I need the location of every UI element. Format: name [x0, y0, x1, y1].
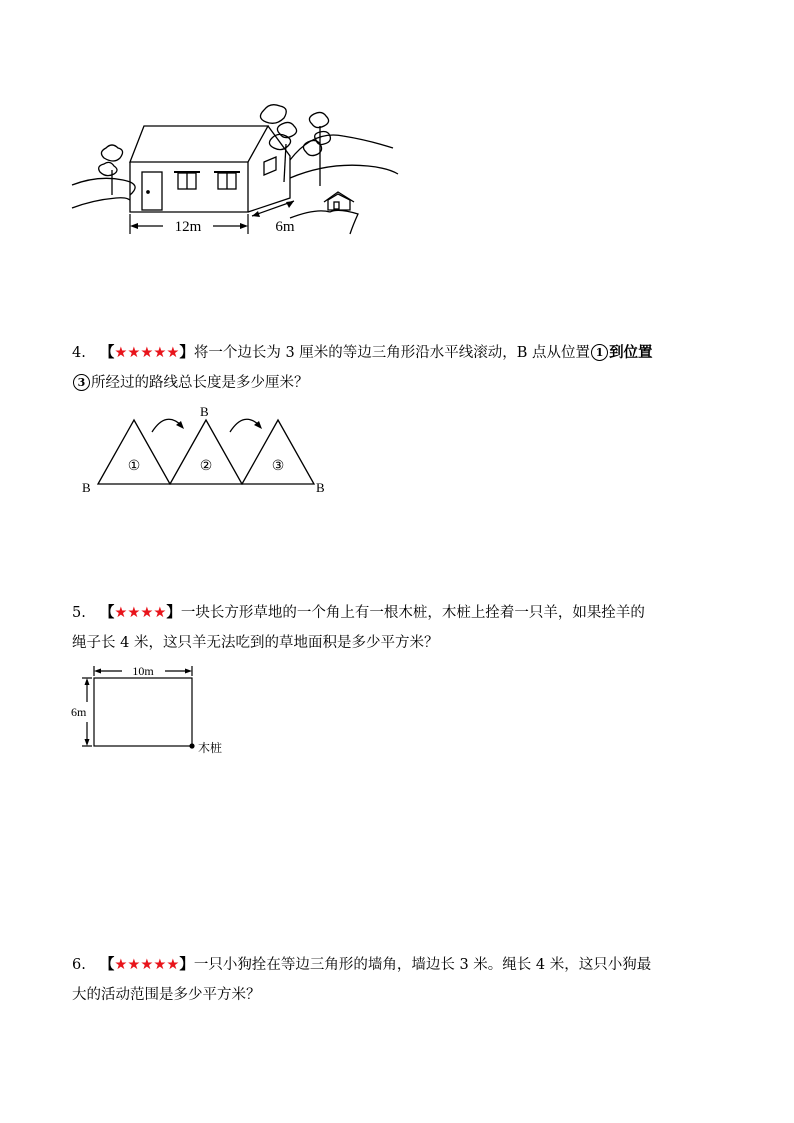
- question-6: [72, 950, 732, 1010]
- question-5-number: 5.: [72, 605, 86, 621]
- question-4-text-2: 到位置: [609, 344, 653, 361]
- bracket-close: 】: [166, 604, 181, 621]
- question-6-text-1: 一只小狗拴在等边三角形的墙角，墙边长 3 米。绳长 4 米，这只小狗最: [193, 957, 652, 973]
- difficulty-stars: ★★★★: [114, 605, 167, 621]
- post-label: 木桩: [198, 741, 223, 755]
- point-b-left: B: [82, 480, 91, 494]
- house-width-label: 12m: [174, 219, 202, 235]
- triangle-1-label: ①: [127, 459, 141, 474]
- question-6-text-2: 大的活动范围是多少平方米？: [72, 987, 261, 1003]
- point-b-top: B: [200, 404, 209, 419]
- bracket-close: 】: [179, 956, 194, 973]
- question-4: [72, 338, 732, 398]
- triangle-2-label: ②: [199, 459, 213, 474]
- bracket-open: 【: [99, 604, 115, 621]
- question-4-number: 4.: [72, 345, 86, 361]
- circled-number-1: 1: [591, 344, 608, 361]
- rectangle-figure: [68, 660, 238, 760]
- triangle-1: [98, 420, 170, 484]
- triangle-3: [242, 420, 314, 484]
- house-figure: [68, 100, 408, 245]
- triangle-3-label: ③: [271, 459, 285, 474]
- circled-number-3: 3: [73, 374, 90, 391]
- grass-rectangle: [94, 678, 192, 746]
- question-4-text-3: 所经过的路线总长度是多少厘米？: [91, 375, 309, 391]
- question-4-text-1: 将一个边长为 3 厘米的等边三角形沿水平线滚动，B 点从位置: [193, 345, 591, 361]
- post-dot: [189, 743, 194, 748]
- difficulty-stars: ★★★★★: [114, 345, 180, 361]
- difficulty-stars: ★★★★★: [114, 957, 180, 973]
- bracket-close: 】: [179, 344, 194, 361]
- rect-height-label: 6m: [71, 705, 87, 719]
- bracket-open: 【: [99, 344, 115, 361]
- question-5-text-1: 一块长方形草地的一个角上有一根木桩，木桩上拴着一只羊，如果拴羊的: [180, 605, 645, 621]
- bracket-open: 【: [99, 956, 115, 973]
- question-6-number: 6.: [72, 957, 86, 973]
- triangles-figure: [78, 402, 338, 494]
- question-5-text-2: 绳子长 4 米，这只羊无法吃到的草地面积是多少平方米？: [72, 635, 439, 651]
- point-b-right: B: [316, 480, 325, 494]
- question-5: [72, 598, 732, 658]
- rect-width-label: 10m: [132, 664, 154, 678]
- house-depth-label: 6m: [275, 219, 295, 235]
